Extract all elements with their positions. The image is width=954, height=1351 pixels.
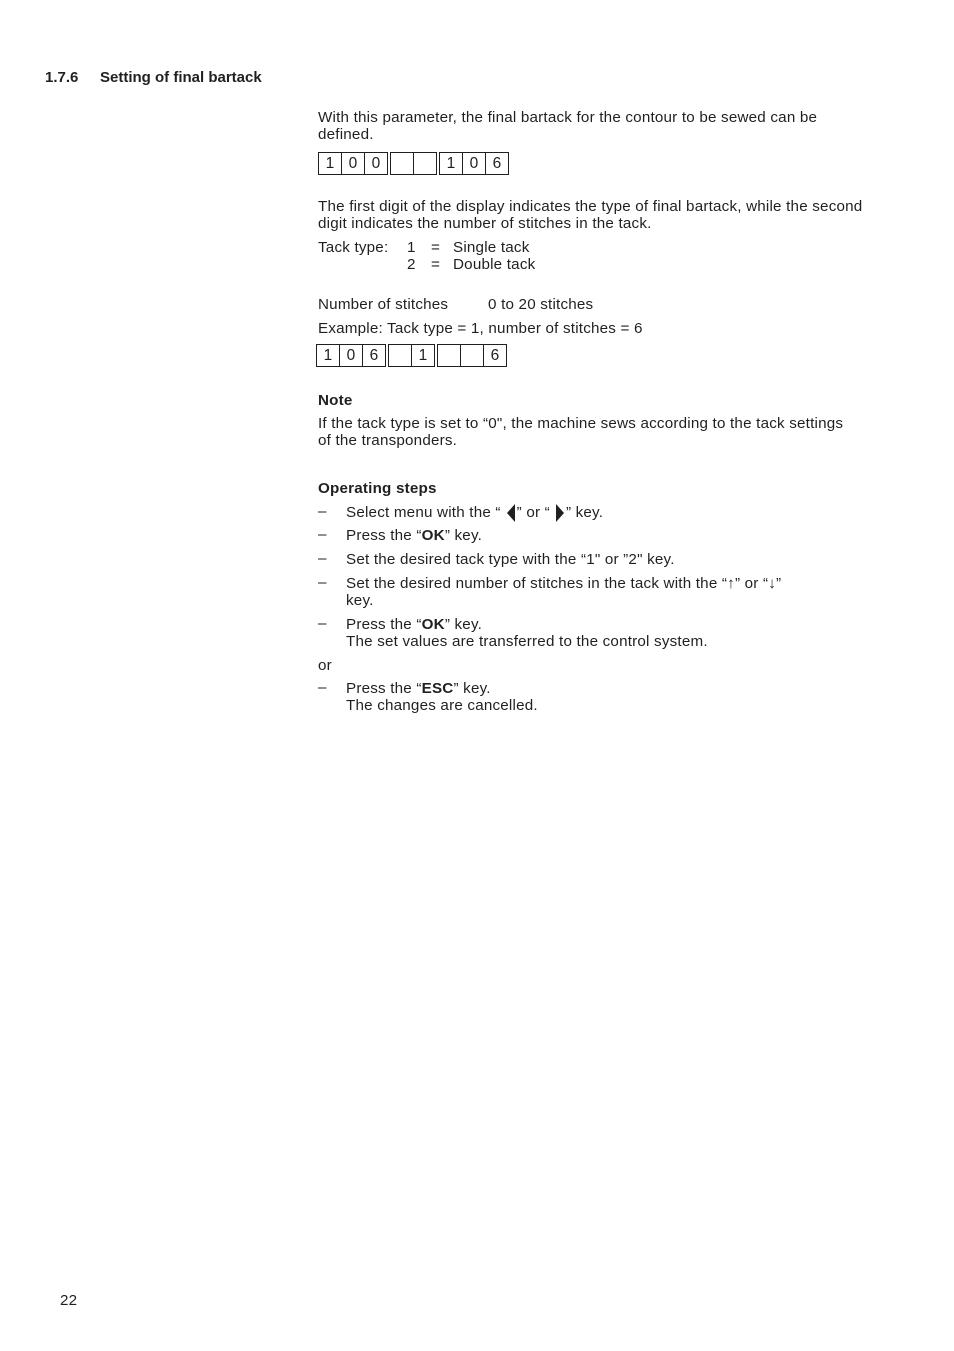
- example-text: Example: Tack type = 1, number of stitches = 6: [318, 320, 643, 337]
- list-dash: –: [318, 615, 327, 632]
- display-group: [388, 344, 435, 367]
- up-arrow-icon: ↑: [727, 575, 735, 592]
- step-press-esc: Press the “ESC” key. The changes are cancelled.: [346, 680, 538, 714]
- tack-type-value: 1: [407, 239, 416, 256]
- display-digit: [389, 345, 411, 366]
- display-digit: 0: [364, 153, 387, 174]
- display-digit: 0: [462, 153, 485, 174]
- list-dash: –: [318, 550, 327, 567]
- esc-key-label: ESC: [421, 680, 454, 697]
- display-digit: 6: [485, 153, 508, 174]
- down-arrow-icon: ↓: [768, 575, 777, 592]
- display-digit: [391, 153, 413, 174]
- list-dash: –: [318, 503, 327, 520]
- display-digit: 1: [446, 155, 456, 172]
- display-digit: [460, 345, 483, 366]
- note-text: If the tack type is set to “0", the machine sews according to the tack settings of the transponders.: [318, 415, 844, 449]
- display-group: [318, 152, 388, 175]
- operating-steps-heading: Operating steps: [318, 480, 437, 497]
- ok-key-label: OK: [421, 616, 445, 633]
- display-digit: 0: [339, 345, 362, 366]
- display-group: [390, 152, 437, 175]
- display-digit: 6: [362, 345, 385, 366]
- stitches-value: 0 to 20 stitches: [488, 296, 594, 313]
- display-digit: 1: [325, 155, 335, 172]
- display-digit: 1: [323, 347, 333, 364]
- explanation-paragraph: The first digit of the display indicates the type of final bartack, while the second digit indicates the number of stitches in the tack.: [318, 198, 863, 232]
- display-digit: [438, 345, 460, 366]
- list-dash: –: [318, 526, 327, 543]
- display-group: [437, 344, 507, 367]
- display-group: [439, 152, 509, 175]
- right-arrow-key-icon: [556, 504, 564, 522]
- step-set-stitches: Set the desired number of stitches in the tack with the “↑” or “↓” key.: [346, 575, 782, 609]
- or-text: or: [318, 657, 332, 674]
- step-confirm-ok: Press the “OK” key. The set values are transferred to the control system.: [346, 616, 708, 650]
- tack-type-value: 2: [407, 256, 416, 273]
- display-example-2: [316, 344, 509, 367]
- display-digit: [413, 153, 436, 174]
- display-digit: 6: [483, 345, 506, 366]
- section-title: Setting of final bartack: [100, 69, 262, 86]
- step-select-menu: Select menu with the “ ” or “ ” key.: [346, 504, 604, 521]
- display-digit: 0: [341, 153, 364, 174]
- tack-type-equals: =: [431, 256, 441, 273]
- intro-paragraph: With this parameter, the final bartack for the contour to be sewed can be defined.: [318, 109, 818, 143]
- display-group: [316, 344, 386, 367]
- step-press-ok: Press the “OK” key.: [346, 527, 483, 544]
- list-dash: –: [318, 574, 327, 591]
- tack-type-text: Single tack: [453, 239, 530, 256]
- list-dash: –: [318, 679, 327, 696]
- tack-type-equals: =: [431, 239, 441, 256]
- tack-type-text: Double tack: [453, 256, 536, 273]
- note-heading: Note: [318, 392, 353, 409]
- display-digit: 1: [411, 345, 434, 366]
- step-set-tack-type: Set the desired tack type with the “1" or ”2" key.: [346, 551, 675, 568]
- ok-key-label: OK: [421, 527, 445, 544]
- section-number: 1.7.6: [45, 69, 79, 86]
- display-example-1: [318, 152, 511, 175]
- left-arrow-key-icon: [507, 504, 515, 522]
- stitches-label: Number of stitches: [318, 296, 449, 313]
- tack-type-label: Tack type:: [318, 239, 389, 256]
- page-number: 22: [60, 1292, 78, 1309]
